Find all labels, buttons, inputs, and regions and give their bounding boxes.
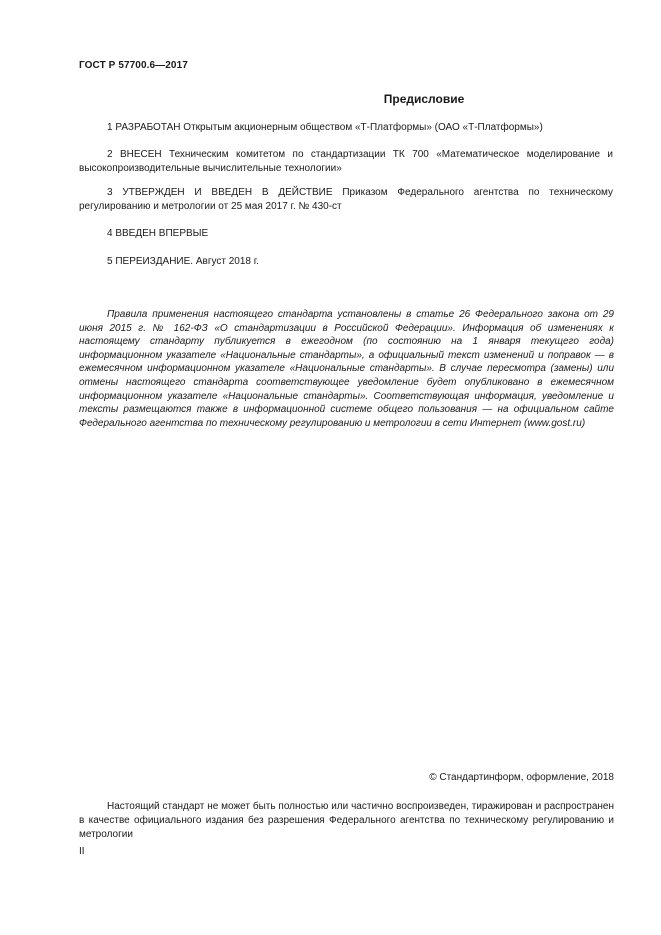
foreword-item-1: 1 РАЗРАБОТАН Открытым акционерным обществом «Т-Платформы» (ОАО «Т-Платформы») — [107, 122, 543, 133]
copyright-line: © Стандартинформ, оформление, 2018 — [429, 772, 614, 783]
foreword-item-5: 5 ПЕРЕИЗДАНИЕ. Август 2018 г. — [107, 256, 259, 267]
foreword-item-3: 3 УТВЕРЖДЕН И ВВЕДЕН В ДЕЙСТВИЕ Приказом Федерального агентства по техническому регулированию и метрологии от 25 мая 2017 г. № 430-ст — [79, 187, 613, 212]
foreword-item-2: 2 ВНЕСЕН Техническим комитетом по стандартизации ТК 700 «Математическое моделирование и высокопроизводительные вычислительные технологии» — [79, 149, 613, 174]
document-header-id: ГОСТ Р 57700.6—2017 — [79, 60, 188, 71]
section-title — [79, 92, 613, 106]
section-title-text: Предисловие — [383, 92, 465, 106]
reproduction-notice: Настоящий стандарт не может быть полностью или частично воспроизведен, тиражирован и распространен в качестве официального издания без разрешения Федерального агентства по техническому регулированию и метрологии — [79, 801, 614, 840]
page-number: II — [79, 846, 85, 857]
foreword-item-4: 4 ВВЕДЕН ВПЕРВЫЕ — [107, 228, 209, 239]
application-rules-notice: Правила применения настоящего стандарта установлены в статье 26 Федерального закона от 29 июня 2015 г. № 162-ФЗ «О стандартизации в Российской Федерации». Информация об изменениях к настоящему стандарту публикуется в ежегодном (по состоянию на 1 января текущего года) информационном указателе «Национальные стандарты», а официальный текст изменений и поправок — в ежемесячном информационном указателе «Национальные стандарты». В случае пересмотра (замены) или отмены настоящего стандарта соответствующее уведомление будет опубликовано в ежемесячном информационном указателе «Национальные стандарты». Соответствующая информация, уведомление и тексты размещаются также в информационной системе общего пользования — на официальном сайте Федерального агентства по техническому регулированию и метрологии в сети Интернет (www.gost.ru) — [79, 309, 614, 429]
